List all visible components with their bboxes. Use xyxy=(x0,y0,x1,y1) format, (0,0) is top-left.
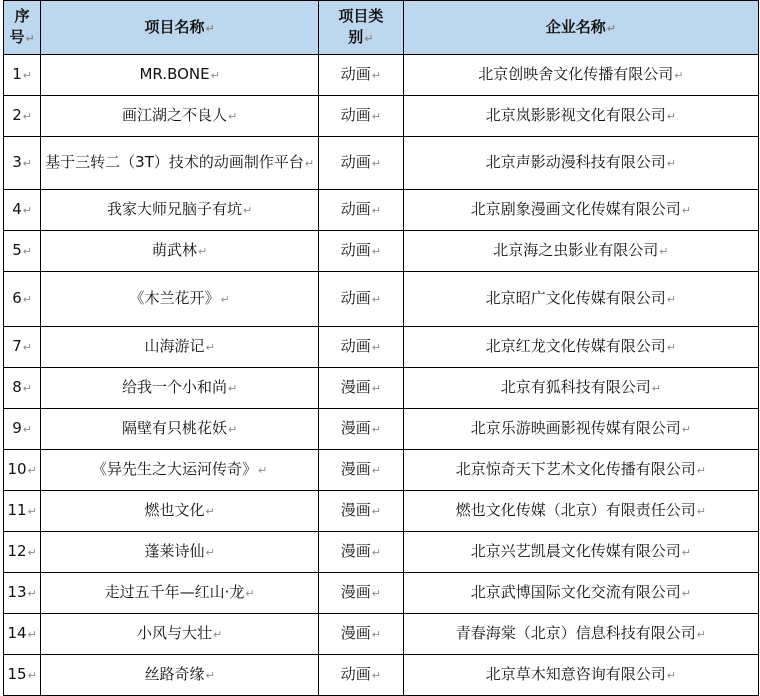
company-name-text: 北京红龙文化传媒有限公司 xyxy=(485,337,666,355)
project-type-cell xyxy=(319,368,404,409)
serial-number-cell xyxy=(4,96,41,137)
project-name-text: 画江湖之不良人 xyxy=(122,106,228,124)
project-type-text: 漫画 xyxy=(340,501,371,519)
project-name-text: 走过五千年—红山·龙 xyxy=(104,583,245,601)
serial-number-cell xyxy=(4,614,41,655)
project-type-text: 漫画 xyxy=(340,419,371,437)
project-name-text: 我家大师兄脑子有坑 xyxy=(107,200,243,218)
project-name-text: 《木兰花开》 xyxy=(129,289,220,307)
paragraph-mark: ↵ xyxy=(22,245,32,258)
project-name-cell xyxy=(41,368,319,409)
table-header xyxy=(4,1,759,55)
serial-number-text: 13 xyxy=(7,583,27,601)
company-name-cell xyxy=(403,96,758,137)
project-type-cell xyxy=(319,272,404,327)
serial-number-text: 9 xyxy=(12,419,22,437)
paragraph-mark: ↵ xyxy=(245,587,255,600)
company-name-cell xyxy=(403,272,758,327)
paragraph-mark: ↵ xyxy=(606,21,616,35)
serial-number-text: 11 xyxy=(7,501,27,519)
company-name-text: 北京创映舍文化传播有限公司 xyxy=(478,65,674,83)
table-row xyxy=(4,614,759,655)
serial-number-text: 15 xyxy=(7,665,27,683)
table-row xyxy=(4,491,759,532)
paragraph-mark: ↵ xyxy=(258,464,268,477)
serial-number-cell xyxy=(4,409,41,450)
paragraph-mark: ↵ xyxy=(696,628,706,641)
paragraph-mark: ↵ xyxy=(666,669,676,682)
serial-number-cell xyxy=(4,272,41,327)
paragraph-mark: ↵ xyxy=(371,69,381,82)
table-row xyxy=(4,573,759,614)
company-name-text: 北京乐游映画影视传媒有限公司 xyxy=(470,419,681,437)
serial-number-text: 12 xyxy=(7,542,27,560)
header-type-line2: 别 xyxy=(348,28,364,46)
paragraph-mark: ↵ xyxy=(22,423,32,436)
paragraph-mark: ↵ xyxy=(22,69,32,82)
paragraph-mark: ↵ xyxy=(371,587,381,600)
paragraph-mark: ↵ xyxy=(371,157,381,170)
project-name-cell xyxy=(41,190,319,231)
project-type-cell xyxy=(319,96,404,137)
project-type-cell xyxy=(319,450,404,491)
paragraph-mark: ↵ xyxy=(228,423,238,436)
project-name-cell xyxy=(41,327,319,368)
table-row xyxy=(4,96,759,137)
company-name-cell xyxy=(403,190,758,231)
project-name-text: 给我一个小和尚 xyxy=(122,378,228,396)
project-type-cell xyxy=(319,614,404,655)
paragraph-mark: ↵ xyxy=(371,110,381,123)
paragraph-mark: ↵ xyxy=(22,382,32,395)
paragraph-mark: ↵ xyxy=(371,669,381,682)
company-name-cell xyxy=(403,327,758,368)
paragraph-mark: ↵ xyxy=(22,293,32,306)
paragraph-mark: ↵ xyxy=(681,204,691,217)
serial-number-cell xyxy=(4,532,41,573)
project-name-cell xyxy=(41,532,319,573)
serial-number-text: 14 xyxy=(7,624,27,642)
paragraph-mark: ↵ xyxy=(205,546,215,559)
table-row xyxy=(4,231,759,272)
paragraph-mark: ↵ xyxy=(371,293,381,306)
company-name-cell xyxy=(403,491,758,532)
paragraph-mark: ↵ xyxy=(681,423,691,436)
serial-number-text: 1 xyxy=(12,65,22,83)
project-type-text: 动画 xyxy=(340,106,371,124)
project-type-text: 动画 xyxy=(340,200,371,218)
company-name-text: 北京剧象漫画文化传媒有限公司 xyxy=(470,200,681,218)
header-serial-line2: 号 xyxy=(9,28,25,46)
paragraph-mark: ↵ xyxy=(681,587,691,600)
project-name-cell xyxy=(41,655,319,696)
paragraph-mark: ↵ xyxy=(371,546,381,559)
project-name-text: 隔壁有只桃花妖 xyxy=(122,419,228,437)
project-type-cell xyxy=(319,491,404,532)
header-company-name-text: 企业名称 xyxy=(545,17,606,36)
header-company-name xyxy=(403,1,758,55)
project-name-cell xyxy=(41,573,319,614)
company-name-cell xyxy=(403,532,758,573)
paragraph-mark: ↵ xyxy=(681,546,691,559)
company-name-text: 北京昭广文化传媒有限公司 xyxy=(485,289,666,307)
company-name-text: 北京武博国际文化交流有限公司 xyxy=(470,583,681,601)
table-row xyxy=(4,450,759,491)
company-name-text: 燃也文化传媒（北京）有限责任公司 xyxy=(455,501,696,519)
paragraph-mark: ↵ xyxy=(27,505,37,518)
table-row xyxy=(4,137,759,190)
header-serial-number xyxy=(4,1,41,55)
serial-number-cell xyxy=(4,190,41,231)
serial-number-text: 2 xyxy=(12,106,22,124)
project-type-text: 动画 xyxy=(340,153,371,171)
serial-number-cell xyxy=(4,491,41,532)
paragraph-mark: ↵ xyxy=(666,157,676,170)
serial-number-text: 10 xyxy=(7,460,27,478)
paragraph-mark: ↵ xyxy=(651,382,661,395)
project-type-cell xyxy=(319,655,404,696)
serial-number-cell xyxy=(4,327,41,368)
company-name-text: 北京有狐科技有限公司 xyxy=(500,378,651,396)
table-row xyxy=(4,409,759,450)
project-name-cell xyxy=(41,450,319,491)
paragraph-mark: ↵ xyxy=(371,628,381,641)
project-type-cell xyxy=(319,55,404,96)
company-name-text: 北京海之虫影业有限公司 xyxy=(493,241,659,259)
project-type-cell xyxy=(319,190,404,231)
serial-number-text: 6 xyxy=(12,289,22,307)
project-type-text: 漫画 xyxy=(340,378,371,396)
company-name-text: 北京草木知意咨询有限公司 xyxy=(485,665,666,683)
company-name-cell xyxy=(403,368,758,409)
paragraph-mark: ↵ xyxy=(27,669,37,682)
table-row xyxy=(4,368,759,409)
project-type-cell xyxy=(319,409,404,450)
paragraph-mark: ↵ xyxy=(22,204,32,217)
table-row xyxy=(4,327,759,368)
paragraph-mark: ↵ xyxy=(205,21,215,35)
header-project-type xyxy=(319,1,404,55)
company-name-text: 北京兴艺凯晨文化传媒有限公司 xyxy=(470,542,681,560)
serial-number-text: 4 xyxy=(12,200,22,218)
serial-number-text: 7 xyxy=(12,337,22,355)
serial-number-cell xyxy=(4,368,41,409)
paragraph-mark: ↵ xyxy=(228,382,238,395)
project-type-text: 动画 xyxy=(340,337,371,355)
serial-number-text: 3 xyxy=(12,153,22,171)
paragraph-mark: ↵ xyxy=(220,293,230,306)
table-row xyxy=(4,272,759,327)
serial-number-cell xyxy=(4,573,41,614)
paragraph-mark: ↵ xyxy=(205,669,215,682)
paragraph-mark: ↵ xyxy=(696,505,706,518)
paragraph-mark: ↵ xyxy=(205,341,215,354)
project-name-text: 山海游记 xyxy=(144,337,205,355)
project-name-text: 蓬莱诗仙 xyxy=(144,542,205,560)
serial-number-cell xyxy=(4,655,41,696)
paragraph-mark: ↵ xyxy=(371,382,381,395)
project-name-cell xyxy=(41,409,319,450)
company-name-cell xyxy=(403,655,758,696)
serial-number-cell xyxy=(4,450,41,491)
company-name-cell xyxy=(403,55,758,96)
paragraph-mark: ↵ xyxy=(371,204,381,217)
project-table xyxy=(3,0,759,696)
project-type-cell xyxy=(319,327,404,368)
paragraph-mark: ↵ xyxy=(371,341,381,354)
project-type-text: 漫画 xyxy=(340,460,371,478)
paragraph-mark: ↵ xyxy=(243,204,253,217)
paragraph-mark: ↵ xyxy=(27,464,37,477)
project-name-text: 小风与大壮 xyxy=(137,624,213,642)
paragraph-mark: ↵ xyxy=(371,505,381,518)
project-type-cell xyxy=(319,532,404,573)
company-name-cell xyxy=(403,573,758,614)
company-name-cell xyxy=(403,409,758,450)
table-row xyxy=(4,55,759,96)
paragraph-mark: ↵ xyxy=(210,69,220,82)
project-name-text: 丝路奇缘 xyxy=(144,665,205,683)
serial-number-cell xyxy=(4,231,41,272)
project-type-cell xyxy=(319,231,404,272)
project-name-cell xyxy=(41,96,319,137)
paragraph-mark: ↵ xyxy=(696,464,706,477)
project-type-text: 漫画 xyxy=(340,583,371,601)
project-type-text: 动画 xyxy=(340,241,371,259)
project-name-cell xyxy=(41,614,319,655)
paragraph-mark: ↵ xyxy=(198,245,208,258)
serial-number-text: 8 xyxy=(12,378,22,396)
paragraph-mark: ↵ xyxy=(674,69,684,82)
paragraph-mark: ↵ xyxy=(22,341,32,354)
table-body xyxy=(4,55,759,696)
paragraph-mark: ↵ xyxy=(666,341,676,354)
project-name-cell xyxy=(41,55,319,96)
paragraph-mark: ↵ xyxy=(371,245,381,258)
paragraph-mark: ↵ xyxy=(666,110,676,123)
header-project-name-text: 项目名称 xyxy=(144,17,205,36)
project-name-cell xyxy=(41,137,319,190)
paragraph-mark: ↵ xyxy=(22,110,32,123)
company-name-text: 北京惊奇天下艺术文化传播有限公司 xyxy=(455,460,696,478)
project-type-text: 动画 xyxy=(340,665,371,683)
serial-number-cell xyxy=(4,137,41,190)
project-type-cell xyxy=(319,573,404,614)
company-name-text: 青春海棠（北京）信息科技有限公司 xyxy=(455,624,696,642)
serial-number-cell xyxy=(4,55,41,96)
project-name-text: 《异先生之大运河传奇》 xyxy=(92,460,258,478)
company-name-cell xyxy=(403,450,758,491)
project-type-text: 漫画 xyxy=(340,542,371,560)
paragraph-mark: ↵ xyxy=(659,245,669,258)
project-name-text: MR.BONE xyxy=(139,65,210,83)
paragraph-mark: ↵ xyxy=(666,293,676,306)
paragraph-mark: ↵ xyxy=(27,628,37,641)
company-name-text: 北京声影动漫科技有限公司 xyxy=(485,153,666,171)
project-name-text: 基于三转二（3T）技术的动画制作平台 xyxy=(45,153,304,171)
table-row xyxy=(4,190,759,231)
project-name-cell xyxy=(41,272,319,327)
project-name-cell xyxy=(41,231,319,272)
company-name-cell xyxy=(403,231,758,272)
paragraph-mark: ↵ xyxy=(22,157,32,170)
paragraph-mark: ↵ xyxy=(228,110,238,123)
header-serial-line1: 序 xyxy=(14,7,30,25)
company-name-cell xyxy=(403,137,758,190)
project-name-text: 萌武林 xyxy=(152,241,198,259)
company-name-text: 北京岚影影视文化有限公司 xyxy=(485,106,666,124)
paragraph-mark: ↵ xyxy=(27,546,37,559)
paragraph-mark: ↵ xyxy=(304,157,315,170)
serial-number-text: 5 xyxy=(12,241,22,259)
paragraph-mark: ↵ xyxy=(371,423,381,436)
company-name-cell xyxy=(403,614,758,655)
header-type-line1: 项目类 xyxy=(338,7,384,25)
project-type-text: 漫画 xyxy=(340,624,371,642)
table-row xyxy=(4,655,759,696)
paragraph-mark: ↵ xyxy=(27,587,37,600)
project-name-cell xyxy=(41,491,319,532)
paragraph-mark: ↵ xyxy=(25,32,35,45)
project-type-cell xyxy=(319,137,404,190)
project-name-text: 燃也文化 xyxy=(144,501,205,519)
project-type-text: 动画 xyxy=(340,289,371,307)
paragraph-mark: ↵ xyxy=(364,32,374,45)
project-type-text: 动画 xyxy=(340,65,371,83)
paragraph-mark: ↵ xyxy=(371,464,381,477)
header-project-name xyxy=(41,1,319,55)
paragraph-mark: ↵ xyxy=(213,628,223,641)
paragraph-mark: ↵ xyxy=(205,505,215,518)
table-row xyxy=(4,532,759,573)
